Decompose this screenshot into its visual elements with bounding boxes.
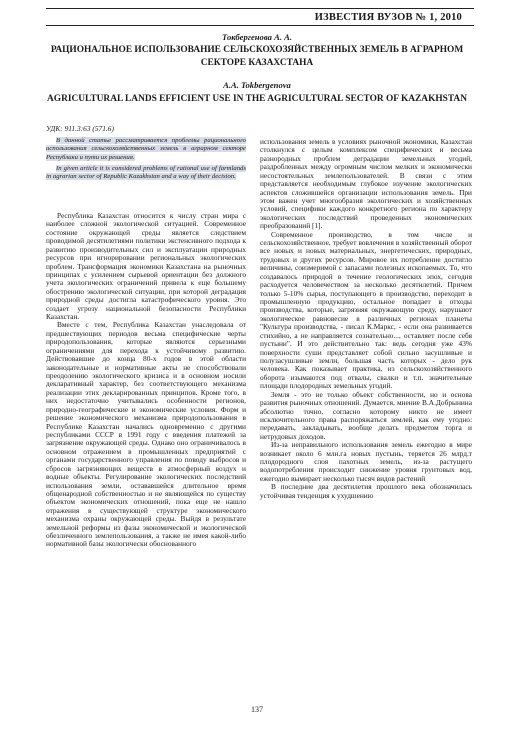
paragraph: использования земель в условиях рыночной экономики, Казахстан столкнулся с целым комплексом специфических и весьма разнородных проблем деградации земельных угодий, раздробленных между огромным числом мелких и экономически несостоятельных землепользователей. В связи с этим представляется необходимым глубокое изучение экологических аспектов сложившейся организации использования земель. При этом важен учет многообразия экологических и хозяйственных условий, специфики каждого конкретного региона по характеру экологических последствий проведенных экономических преобразований [1]. bbox=[260, 137, 472, 231]
abstract-ru bbox=[46, 137, 246, 162]
abstract-en bbox=[46, 165, 246, 182]
authors-ru: Токбергенова А. А. bbox=[222, 32, 292, 42]
paragraph: Республика Казахстан относится к числу стран мира с наиболее сложной экологической ситуацией. Современное состояние окружающей среды является следствием проводимой десятилетиями политики экстенсивного подхода к развитию производительных сил и эксплуатации природных ресурсов при игнорировании региональных экологических проблем. Трансформация экономики Казахстана на рыночных принципах с усилением сырьевой ориентации без должного учета экологических ограничений привела к еще большему обострению экологической ситуации, при которой деградация природной среды достигла катастрофического уровня. Это создает угрозу национальной безопасности Республики Казахстан. bbox=[46, 211, 246, 322]
title-ru: РАЦИОНАЛЬНОЕ ИСПОЛЬЗОВАНИЕ СЕЛЬСКОХОЗЯЙСТВЕННЫХ ЗЕМЕЛЬ В АГРАРНОМ СЕКТОРЕ КАЗАХСТАНА bbox=[50, 45, 464, 68]
authors-en: A.A. Tokbergenova bbox=[223, 80, 291, 90]
paragraph: В последние два десятилетия прошлого века обозначилась устойчивая тенденция к ухудшению bbox=[260, 482, 472, 500]
journal-header-text: ИЗВЕСТИЯ ВУЗОВ № 1, 2010 bbox=[314, 12, 462, 23]
page-number: 137 bbox=[251, 705, 263, 714]
title-en: AGRICULTURAL LANDS EFFICIENT USE IN THE AGRICULTURAL SECTOR OF KAZAKHSTAN bbox=[47, 94, 467, 104]
paragraph: Современное производство, в том числе и сельскохозяйственное, требует вовлечения в хозяйственный оборот все новых и новых материальных, энергетических, природных, трудовых и других ресурсов. Мировое их потребление достигло величины, соизмеримой с запасами полезных ископаемых. То, что создавалось природой в течение геологических эпох, сегодня расходуется человечеством за несколько десятилетий. Причем только 5-10% сырья, поступающего в производство, переходит в промышленную продукцию, остальное попадает в отходы производства, которые, загрязняя окружающую среду, нарушают экологическое равновесие в различных регионах планеты "Культура производства, - писал К.Маркс, - если она развивается стихийно, а не направляется сознательно..., оставляет после себя пустыни". И это действительно так: ведь сегодня уже 43% поверхности суши представляет собой сильно засушливые и полузасушливые земли, большая часть которых - дело рук человека. Как показывает практика, из сельскохозяйственного оборота изымаются под отвалы, свалки и т.п. значительные площади плодородных земельных угодий. bbox=[260, 229, 472, 391]
abstract-en-text: In given article it is considered problems of rational use of farmlands in agrarian sector of Republic Kazakhstan and a way of their decision. bbox=[46, 165, 246, 181]
right-column bbox=[260, 138, 472, 500]
paragraph: Земля - это не только объект собственности, но и основа развития рыночных отношений. Думается, мнение В.А.Добрынина абсолютно точно, согласно которому никто не имеет исключительного права распоряжаться землей, как ему угодно: передавать, закладывать, вообще делать предметом торга и нетрудовых доходов. bbox=[260, 389, 472, 441]
left-column bbox=[46, 212, 246, 549]
udk-code: УДК: 911.3:63 (571.6) bbox=[46, 124, 114, 133]
journal-header bbox=[46, 8, 474, 26]
paragraph: Из-за неправильного использования земель ежегодно в мире возникает около 6 млн.га новых пустынь, теряется 26 млрд.т плодородного слоя пахотных земель, из-за растущего водопотребления происходит снижение уровня грунтовых вод, ежегодно вымирает несколько тысяч видов растений bbox=[260, 440, 472, 483]
abstract-ru-text: В данной статье рассматривается проблемы рационального использования сельскохозяйственных земель в аграрном секторе Республики и пути их решения. bbox=[46, 137, 246, 161]
paragraph: Вместе с тем, Республика Казахстан унаследовала от предшествующих периодов весьма специфические черты природопользования, которые являются серьезными ограничениями для перехода к устойчивому развитию. Действовавшие до конца 80-х годов в этой области законодательные и нормативные акты не способствовали преодолению экологического кризиса и в основном носили декларативный характер, без соответствующего механизма реализации этих декларированных принципов. Кроме того, в них недостаточно учитывались особенности регионов, природно-географические и экономические условия. Форм и решение экономического механизма природопользования в Республике Казахстан начались одновременно с другими республиками СССР в 1991 году с введения платежей за загрязнение окружающей среды. Однако оно ограничивалось в основном отражением в промышленных предприятий с органами государственного управления по поводу выбросов и сбросов загрязняющих веществ в атмосферный воздух и водные объекты. Регулирование экологических последствий использования земли, остававшейся длительное время общенародной собственностью и не являющейся по существу объектом экономических отношений, пока еще не нашло отражения в существующей структуре экономического механизма охраны окружающей среды. Выйдя в результате земельной реформы из фазы экономической и экологической обезличенного землепользования, а также не имея какой-либо нормативной базы экологически обоснованного bbox=[46, 320, 246, 549]
